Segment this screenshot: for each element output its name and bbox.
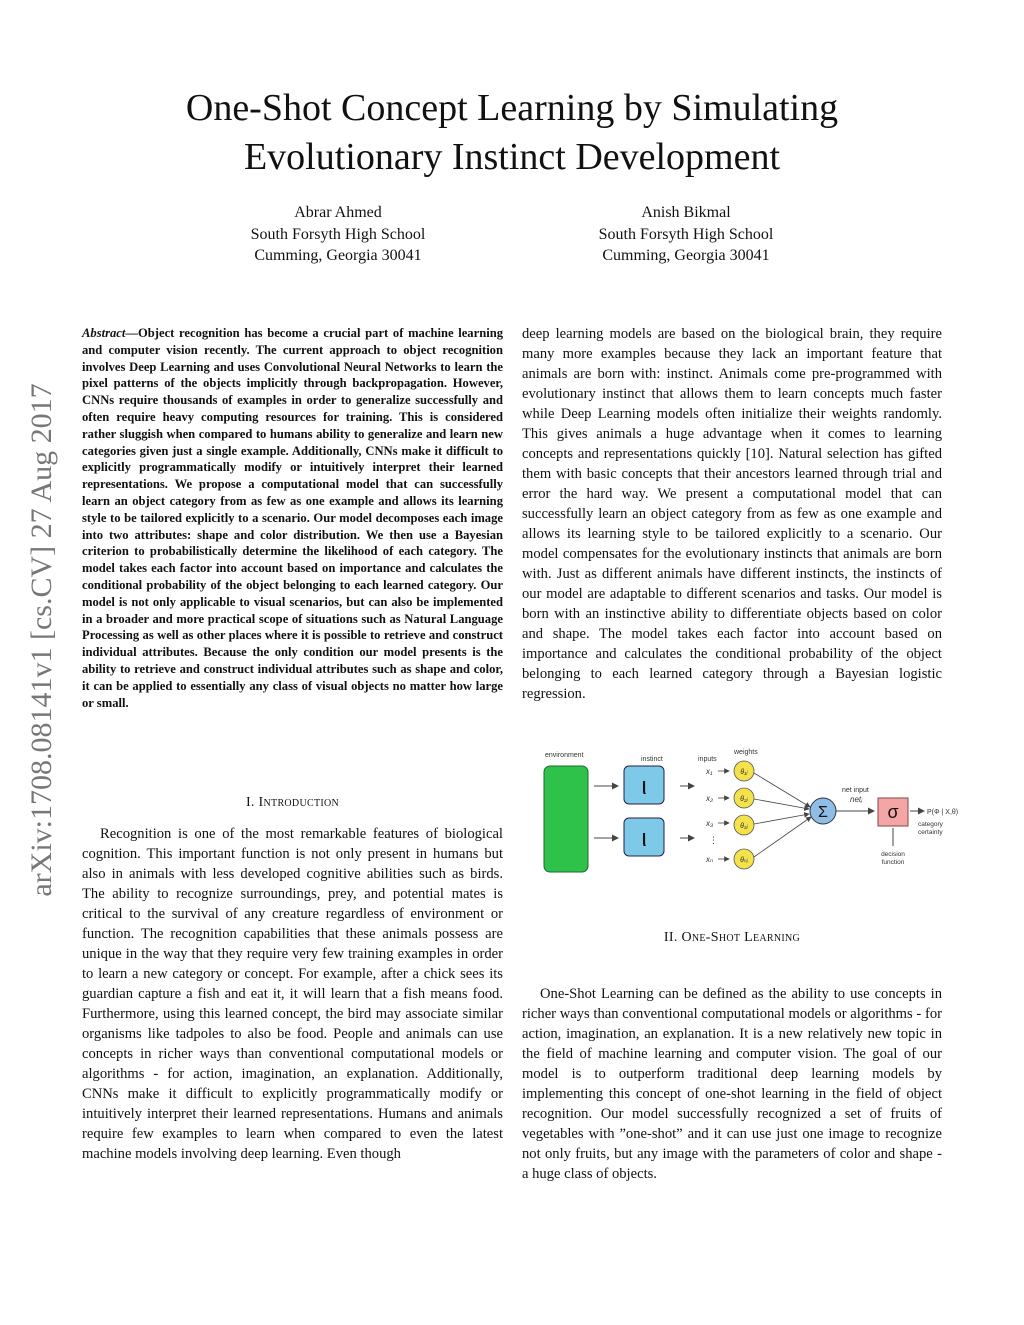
section-title: One-Shot Learning bbox=[681, 930, 801, 945]
arxiv-stamp-text: arXiv:1708.08141v1 [cs.CV] 27 Aug 2017 bbox=[25, 383, 58, 897]
arrow-weight-to-sum bbox=[754, 817, 811, 857]
section-heading-introduction bbox=[82, 795, 503, 811]
section-heading-one-shot-learning bbox=[522, 930, 942, 946]
input-xn: xₙ bbox=[706, 855, 714, 864]
introduction-paragraph: Recognition is one of the most remarkable features of biological cognition. This important function is not only present in humans but also in animals with less developed cognitive abilities such as birds. The ability to recognize surroundings, prey, and potential mates is critical to the survival of any creature regardless of environment or function. The recognition capabilities that these animals possess are unique in the way that they require very few training examples in order to learn a new category or concept. For example, after a chick sees its guardian capture a fish and eat it, it will learn that a fish means food. Furthermore, using this learned concept, the bird may associate similar organisms like tadpoles to also be food. People and animals can use concepts in richer ways than conventional computational models or algorithms - for action, imagination, an explanation. Additionally, CNNs make it difficult to explicitly programmatically modify or intuitively interpret their learned representations. Humans and animals require few examples to learn when compared to even the latest machine models involving deep learning. Even though bbox=[82, 826, 503, 1162]
decision-label-2: function bbox=[881, 859, 905, 866]
author-location: Cumming, Georgia 30041 bbox=[254, 247, 422, 264]
title-line-1: One-Shot Concept Learning by Simulating bbox=[185, 87, 839, 129]
author-affiliation: South Forsyth High School bbox=[598, 226, 774, 243]
weights-label: weights bbox=[734, 749, 758, 756]
author-location: Cumming, Georgia 30041 bbox=[602, 247, 770, 264]
one-shot-learning-paragraph: One-Shot Learning can be defined as the ability to use concepts in richer ways than conventional computational models or algorithms - for action, imagination, an explanation. It is a new relatively new topic in the field of machine learning and computer vision. The goal of our model is to outperform traditional deep learning models by implementing this concept of one-shot learning in the field of object recognition. Our model successfully recognized a set of fruits of vegetables with ”one-shot” and it can use just one image to recognize not only fruits, but any image with the parameters of color and shape - a huge class of objects. bbox=[522, 986, 942, 1182]
arxiv-stamp bbox=[22, 340, 62, 940]
output-probability: P(Φ | X,θ) bbox=[927, 809, 959, 816]
input-x3: x₃ bbox=[706, 819, 714, 828]
author-name: Abrar Ahmed bbox=[294, 204, 382, 221]
model-diagram bbox=[538, 746, 970, 876]
instinct-glyph: ι bbox=[641, 825, 647, 852]
category-label-2: certainty bbox=[918, 829, 943, 836]
sigma-symbol: σ bbox=[887, 802, 899, 822]
environment-label: environment bbox=[545, 752, 584, 759]
inputs-label: inputs bbox=[698, 756, 717, 763]
weight-theta-2: θ₂ⱼ bbox=[740, 796, 748, 803]
author-block-1 bbox=[188, 202, 488, 266]
introduction-paragraph-continued: deep learning models are based on the biological brain, they require many more examples because they lack an important feature that animals are born with: instinct. Animals come pre-programmed with evolutionary instinct that allows them to learn concepts much faster while Deep Learning models often initialize their weights randomly. This gives animals a huge advantage when it comes to learning concepts and representations quickly [10]. Natural selection has gifted them with basic concepts that their ancestors learned through trial and error the hard way. We present a computational model that can successfully learn an object category from as few as one example and allows its learning style to be tailored explicitly to a scenario. Our model compensates for the evolutionary instincts that animals are born with. Just as different animals have different instincts, the instincts of our model are adaptable to different scenarios and tasks. Our model is born with an instinctive ability to differentiate objects based on color and shape. The model takes each factor into account based on importance and calculates the conditional probability of the object belonging to each learned category through a Bayesian logistic regression. bbox=[522, 326, 942, 702]
weight-theta-3: θ₃ⱼ bbox=[740, 823, 748, 830]
instinct-glyph: ι bbox=[641, 773, 647, 800]
author-name: Anish Bikmal bbox=[641, 204, 731, 221]
input-x2: x₂ bbox=[706, 794, 714, 803]
arrow-weight-to-sum bbox=[754, 799, 809, 809]
weight-theta-n: θₙⱼ bbox=[740, 857, 748, 864]
instinct-label: instinct bbox=[641, 756, 663, 763]
abstract-text: —Object recognition has become a crucial part of machine learning and computer vision recently. The current approach to object recognition involves Deep Learning and uses Convolutional Neural Networks to learn the pixel patterns of the objects implicitly through backpropagation. However, CNNs require thousands of examples in order to generalize successfully and often require heavy computing resources for training. This is considered rather sluggish when compared to humans ability to generalize and learn new categories given just a single example. Additionally, CNNs make it difficult to explicitly programmatically modify or intuitively interpret their learned representations. We propose a computational model that can successfully learn an object category from as few as one example and allows its learning style to be tailored explicitly to a scenario. Our model decomposes each image into two attributes: shape and color distribution. We then use a Bayesian criterion to probabilistically determine the likelihood of each category. The model takes each factor into account based on importance and calculates the conditional probability of the object belonging to each learned category. Our model is not only applicable to visual scenarios, but can also be implemented in a broader and more practical scope of situations such as Natural Language Processing as well as other places where it is possible to retrieve and construct individual attributes. Because the only condition our model presents is the ability to retrieve and construct individual attributes such as shape and color, it can be applied to essentially any class of visual objects no matter how large or small. bbox=[82, 326, 503, 710]
model-diagram-figure bbox=[538, 746, 970, 876]
input-dots: ⋮ bbox=[709, 835, 718, 845]
net-input-label: net input bbox=[842, 787, 869, 794]
input-x1: x₁ bbox=[706, 767, 713, 776]
arrow-weight-to-sum bbox=[754, 773, 810, 807]
section-number: II. bbox=[663, 930, 678, 945]
author-block-2 bbox=[536, 202, 836, 266]
title-line-2: Evolutionary Instinct Development bbox=[243, 136, 781, 178]
net-j-label: netⱼ bbox=[850, 795, 863, 804]
category-label-1: category bbox=[918, 821, 943, 828]
weight-theta-1: θ₁ⱼ bbox=[740, 769, 748, 776]
decision-label-1: decision bbox=[881, 851, 905, 858]
section-title: Introduction bbox=[258, 795, 340, 810]
sum-symbol: Σ bbox=[818, 804, 828, 821]
abstract-label: Abstract bbox=[82, 326, 126, 340]
environment-box bbox=[544, 766, 588, 872]
author-affiliation: South Forsyth High School bbox=[250, 226, 426, 243]
abstract bbox=[82, 325, 503, 711]
arrow-weight-to-sum bbox=[754, 814, 809, 824]
paper-title bbox=[0, 84, 1024, 182]
section-number: I. bbox=[245, 795, 255, 810]
